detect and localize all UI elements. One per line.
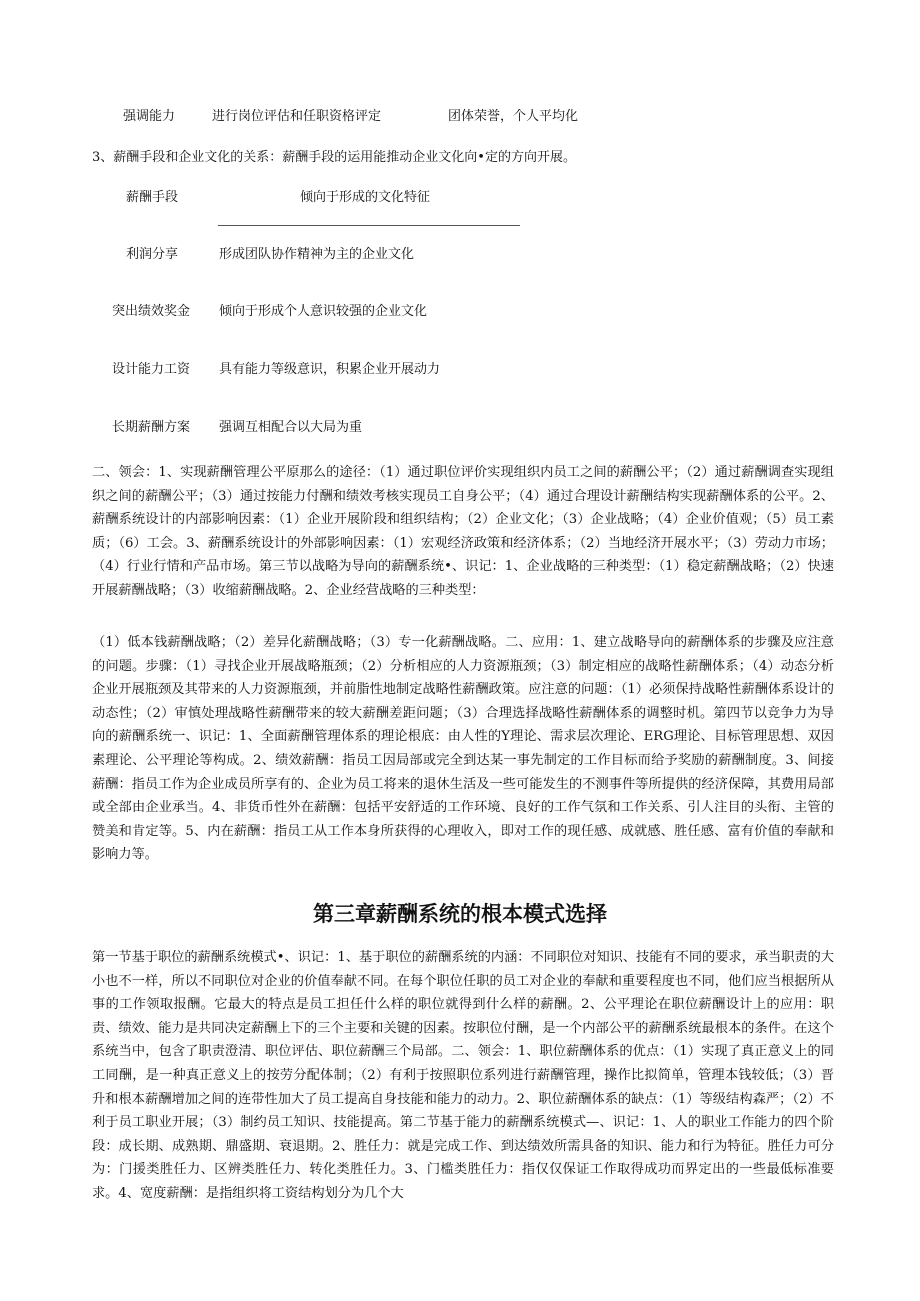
table-cell-means: 突出绩效奖金 [112, 304, 191, 319]
paragraph-chapter3: 第一节基于职位的薪酬系统模式•、识记：1、基于职位的薪酬系统的内涵：不同职位对知识、技能有不同的要求，承当职责的大小也不一样，所以不同职位对企业的价值奉献不同。在每个职位任职的员工对企业的奉献和重要程度也不同，他们应当根据所从事的工作领取报酬。它最大的特点是员工担任什么样的职位就得到什么样的薪酬。2、公平理论在职位薪酬设计上的应用：职责、绩效、能力是共同决定薪酬上下的三个主要和关键的因素。按职位付酬，是一个内部公平的薪酬系统最根本的条件。在这个系统当中，包含了职责澄清、职位评估、职位薪酬三个局部。二、领会：1、职位薪酬体系的优点：（1）实现了真正意义上的同工同酬，是一种真正意义上的按劳分配体制；（2）有利于按照职位系列进行薪酬管理，操作比拟简单，管理本钱较低；（3）晋升和根本薪酬增加之间的连带性加大了员工提高自身技能和能力的动力。2、职位薪酬体系的缺点：（1）等级结构森严；（2）不利于员工职业开展；（3）制约员工知识、技能提高。第二节基于能力的薪酬系统模式—、识记：1、人的职业工作能力的四个阶段：成长期、成熟期、鼎盛期、衰退期。2、胜任力：就是完成工作、到达绩效所需具备的知识、能力和行为特征。胜任力可分为：门援类胜任力、区辨类胜任力、转化类胜任力。3、门槛类胜任力：指仅仅保证工作取得成功而界定出的一些最低标准要求。4、宽度薪酬：是指组织将工资结构划分为几个大 [92, 950, 834, 1201]
table-header-divider [218, 225, 520, 226]
table-cell-means: 设计能力工资 [112, 362, 191, 377]
table-cell-culture: 形成团队协作精神为主的企业文化 [219, 247, 415, 262]
table-cell-means: 长期薪酬方案 [112, 420, 191, 435]
table-cell-culture: 强调互相配合以大局为重 [219, 420, 363, 435]
top-row-ability-label: 强调能力 [123, 109, 176, 124]
table-cell-means: 利润分享 [126, 247, 179, 262]
chapter-title: 第三章薪酬系统的根本模式选择 [313, 902, 607, 926]
section3-heading: 3、薪酬手段和企业文化的关系：薪酬手段的运用能推动企业文化向•定的方向开展。 [92, 150, 576, 165]
table-cell-culture: 倾向于形成个人意识较强的企业文化 [219, 304, 428, 319]
table-cell-culture: 具有能力等级意识，积累企业开展动力 [219, 362, 441, 377]
paragraph-strategy: （1）低本钱薪酬战略；（2）差异化薪酬战略；（3）专一化薪酬战略。二、应用：1、建立战略导向的薪酬体系的步骤及应注意的问题。步骤：（1）寻找企业开展战略瓶颈；（2）分析相应的人力资源瓶颈；（3）制定相应的战略性薪酬体系；（4）动态分析企业开展瓶颈及其带来的人力资源瓶颈，并前脂性地制定战略性薪酬政策。应注意的问题：（1）必须保持战略性薪酬体系设计的动态性；（2）审慎处理战略性薪酬带来的较大薪酬差距问题；（3）合理选择战略性薪酬体系的调整时机。第四节以竞争力为导向的薪酬系统一、识记：1、全面薪酬管理体系的理论根底：由人性的Y理论、需求层次理论、ERG理论、目标管理思想、双因素理论、公平理论等构成。2、绩效薪酬：指员工因局部或完全到达某一事先制定的工作目标而给予奖励的薪酬制度。3、间接薪酬：指员工作为企业成员所享有的、企业为员工将来的退休生活及一些可能发生的不测事件等所提供的经济保障，其费用局部或全部由企业承当。4、非货币性外在薪酬：包括平安舒适的工作环境、良好的工作气氛和工作关系、引人注目的头衔、主管的赞美和肯定等。5、内在薪酬：指员工从工作本身所获得的心理收入，即对工作的现任感、成就感、胜任感、富有价值的奉献和影响力等。 [92, 635, 834, 863]
table-header-culture: 倾向于形成的文化特征 [300, 190, 431, 205]
top-row-evaluation-text: 进行岗位评估和任职资格评定 [212, 109, 382, 124]
top-row-honor-text: 团体荣誉，个人平均化 [448, 109, 579, 124]
table-header-means: 薪酬手段 [126, 190, 179, 205]
paragraph-comprehension: 二、领会：1、实现薪酬管理公平原那么的途径：（1）通过职位评价实现组织内员工之间的薪酬公平；（2）通过薪酬调查实现组织之间的薪酬公平；（3）通过按能力付酬和绩效考核实现员工自身公平；（4）通过合理设计薪酬结构实现薪酬体系的公平。2、薪酬系统设计的内部影响因素：（1）企业开展阶段和组织结构；（2）企业文化；（3）企业战略；（4）企业价值观；（5）员工素质；（6）工会。3、薪酬系统设计的外部影响因素：（1）宏观经济政策和经济体系；（2）当地经济开展水平；（3）劳动力市场；（4）行业行情和产品市场。第三节以战略为导向的薪酬系统•、识记：1、企业战略的三种类型：（1）稳定薪酬战略；（2）快速开展薪酬战略；（3）收缩薪酬战略。2、企业经营战略的三种类型： [92, 465, 834, 598]
